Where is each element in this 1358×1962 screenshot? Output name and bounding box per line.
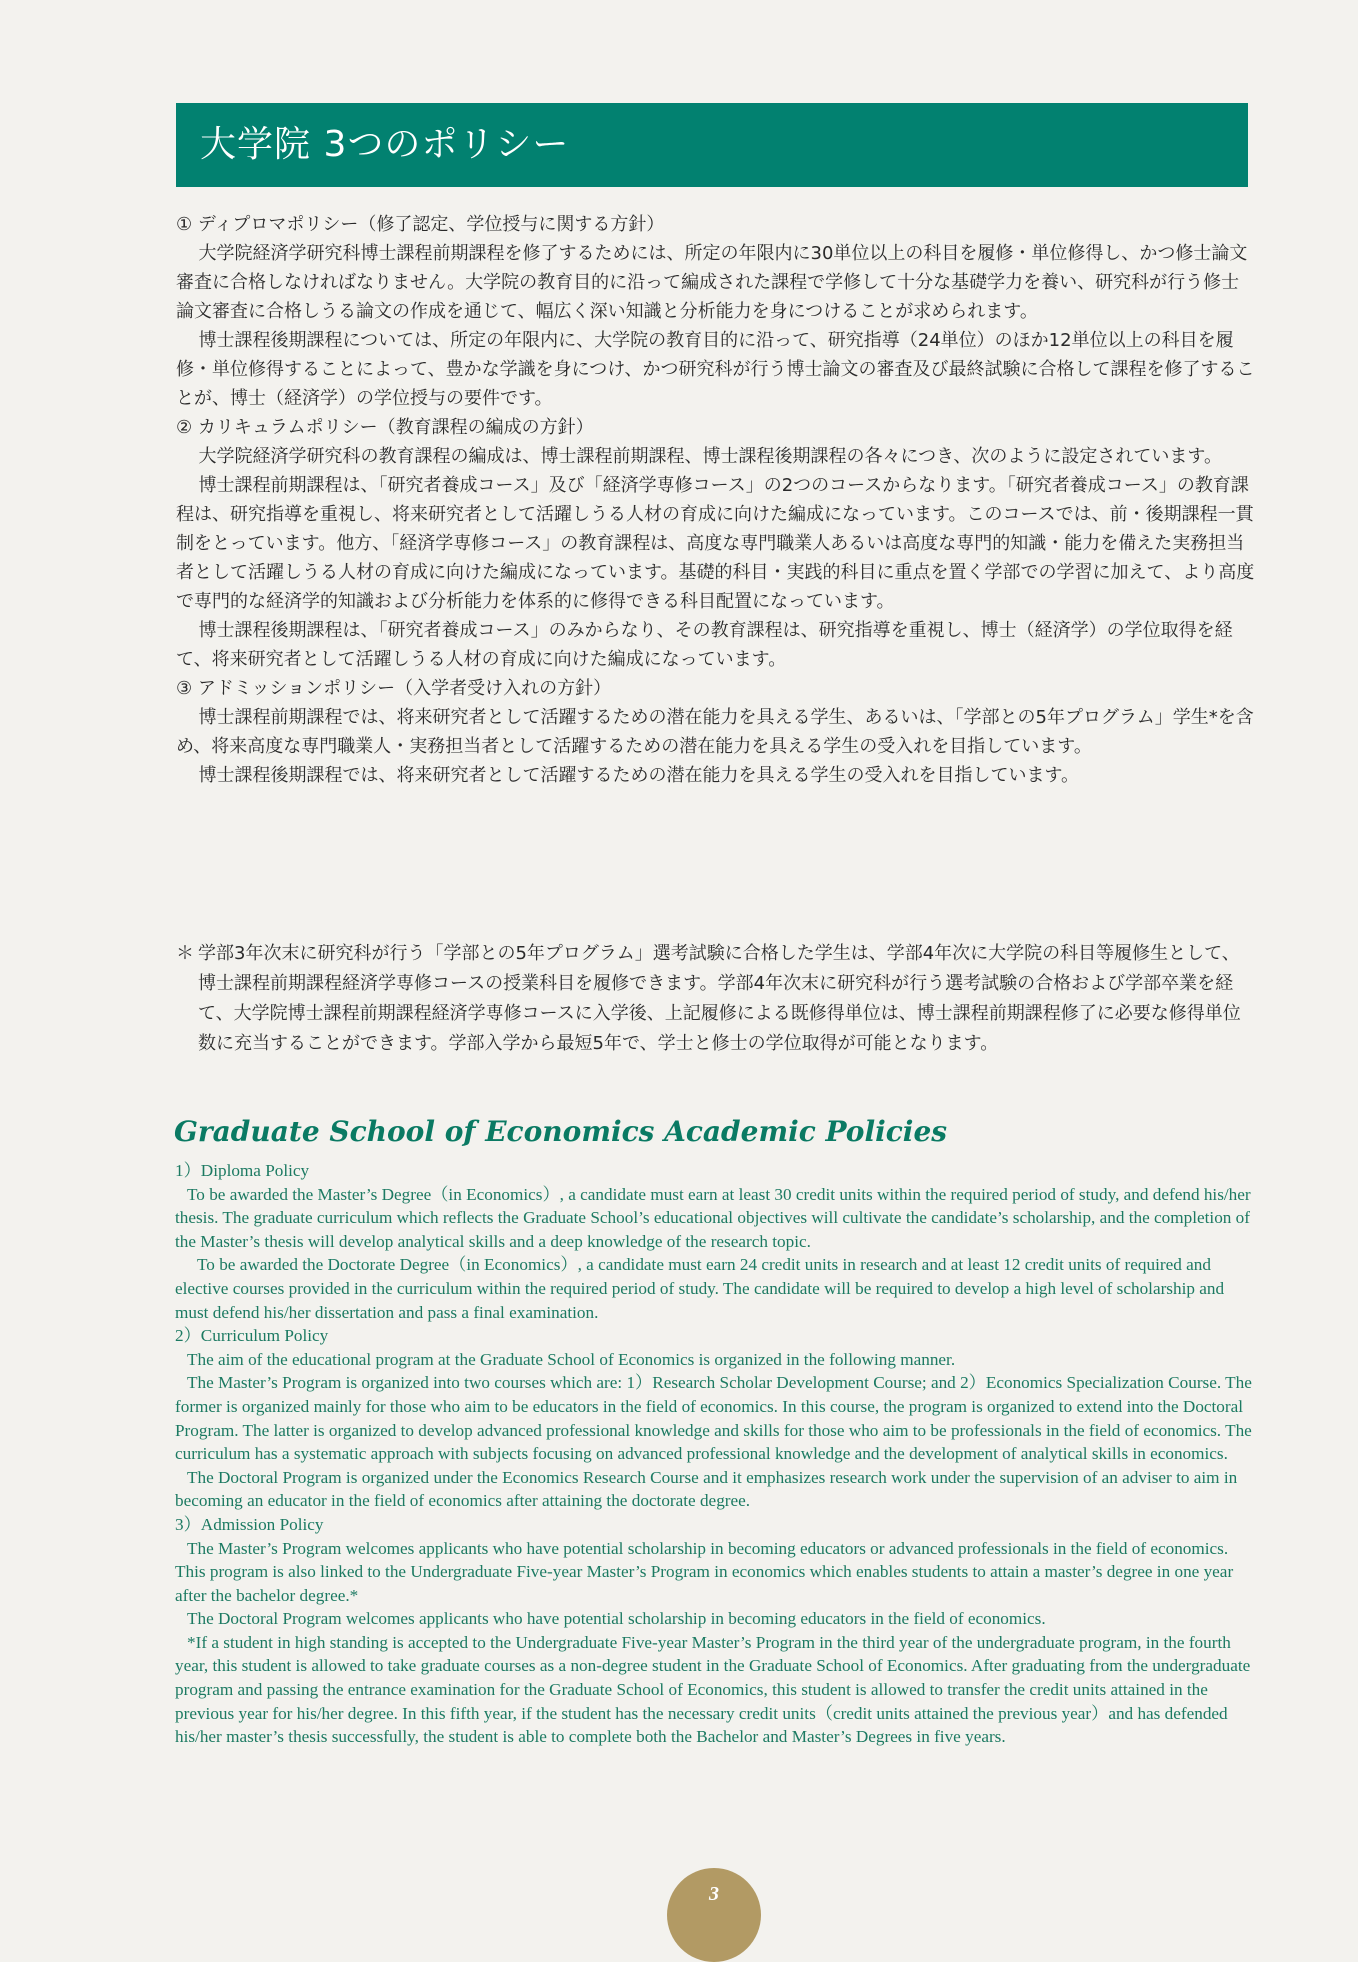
jp-admission-heading: ③ アドミッションポリシー（入学者受け入れの方針）: [176, 678, 612, 699]
en-diploma-paragraph-2: To be awarded the Doctorate Degree（in Economics）, a candidate must earn 24 credit units in research and at least 12 credit units of required and elective courses provided in the curriculum within the required period of study. The candidate will be required to develop a high level of scholarship and must defend his/her dissertation and pass a final examination.: [175, 1255, 1225, 1322]
jp-curriculum-heading: ② カリキュラムポリシー（教育課程の編成の方針）: [176, 417, 594, 438]
en-admission-heading: 3）Admission Policy: [175, 1514, 324, 1534]
en-admission-paragraph-1: The Master’s Program welcomes applicants who have potential scholarship in becoming educators or advanced professionals in the field of economics. This program is also linked to the Undergraduate Five-year Master’s Program in economics which enables students to attain a master’s degree in one year after the bachelor degree.*: [175, 1538, 1234, 1605]
en-diploma-paragraph-1: To be awarded the Master’s Degree（in Economics）, a candidate must earn at least 30 credit units within the required period of study, and defend his/her thesis. The graduate curriculum which reflects the Graduate School’s educational objectives will cultivate the candidate’s scholarship, and the completion of the Master’s thesis will develop analytical skills and a deep knowledge of the research topic.: [175, 1184, 1251, 1251]
jp-curriculum-paragraph-1: 大学院経済学研究科の教育課程の編成は、博士課程前期課程、博士課程後期課程の各々につき、次のように設定されています。: [198, 446, 1222, 467]
en-curriculum-paragraph-1: The aim of the educational program at the Graduate School of Economics is organized in the following manner.: [187, 1349, 956, 1369]
footnote-asterisk: ＊: [176, 943, 194, 964]
english-title: Graduate School of Economics Academic Policies: [174, 1115, 948, 1148]
japanese-policies: [176, 210, 1256, 790]
jp-admission-paragraph-2: 博士課程後期課程では、将来研究者として活躍するための潜在能力を具える学生の受入れを目指しています。: [198, 765, 1080, 786]
en-admission-paragraph-2: The Doctoral Program welcomes applicants who have potential scholarship in becoming educators in the field of economics.: [187, 1609, 1046, 1629]
jp-diploma-paragraph-1: 大学院経済学研究科博士課程前期課程を修了するためには、所定の年限内に30単位以上の科目を履修・単位修得し、かつ修士論文審査に合格しなければなりません。大学院の教育目的に沿って編成された課程で学修して十分な基礎学力を養い、研究科が行う修士論文審査に合格しうる論文の作成を通じて、幅広く深い知識と分析能力を身につけることが求められます。: [176, 243, 1248, 322]
en-footnote: *If a student in high standing is accepted to the Undergraduate Five-year Master’s Program in the third year of the undergraduate program, in the fourth year, this student is allowed to take graduate courses as a non-degree student in the Graduate School of Economics. After graduating from the undergraduate program and passing the entrance examination for the Graduate School of Economics, this student is allowed to transfer the credit units attained in the previous year for his/her degree. In this fifth year, if the student has the necessary credit units（credit units attained the previous year）and has defended his/her master’s thesis successfully, the student is able to complete both the Bachelor and Master’s Degrees in five years.: [175, 1632, 1251, 1747]
jp-footnote: [176, 939, 1256, 1059]
jp-curriculum-paragraph-2: 博士課程前期課程は、「研究者養成コース」及び「経済学専修コース」の2つのコースからなります。「研究者養成コース」の教育課程は、研究指導を重視し、将来研究者として活躍しうる人材の育成に向けた編成になっています。このコースでは、前・後期課程一貫制をとっています。他方、「経済学専修コース」の教育課程は、高度な専門職業人あるいは高度な専門的知識・能力を備えた実務担当者として活躍しうる人材の育成に向けた編成になっています。基礎的科目・実践的科目に重点を置く学部での学習に加えて、より高度で専門的な経済学的知識および分析能力を体系的に修得できる科目配置になっています。: [176, 475, 1255, 612]
jp-footnote-text: 学部3年次末に研究科が行う「学部との5年プログラム」選考試験に合格した学生は、学部4年次に大学院の科目等履修生として、博士課程前期課程経済学専修コースの授業科目を履修できます。学部4年次末に研究科が行う選考試験の合格および学部卒業を経て、大学院博士課程前期課程経済学専修コースに入学後、上記履修による既修得単位は、博士課程前期課程修了に必要な修得単位数に充当することができます。学部入学から最短5年で、学士と修士の学位取得が可能となります。: [198, 943, 1241, 1054]
page-number: 3: [709, 1883, 719, 1905]
english-policies: [175, 1159, 1255, 1749]
page-number-badge: [667, 1868, 761, 1962]
jp-diploma-paragraph-2: 博士課程後期課程については、所定の年限内に、大学院の教育目的に沿って、研究指導（24単位）のほか12単位以上の科目を履修・単位修得することによって、豊かな学識を身につけ、かつ研究科が行う博士論文の審査及び最終試験に合格して課程を修了することが、博士（経済学）の学位授与の要件です。: [176, 330, 1255, 409]
jp-admission-paragraph-1: 博士課程前期課程では、将来研究者として活躍するための潜在能力を具える学生、あるいは、「学部との5年プログラム」学生*を含め、将来高度な専門職業人・実務担当者として活躍するための潜在能力を具える学生の受入れを目指しています。: [176, 707, 1254, 757]
en-curriculum-heading: 2）Curriculum Policy: [175, 1326, 329, 1346]
jp-curriculum-paragraph-3: 博士課程後期課程は、「研究者養成コース」のみからなり、その教育課程は、研究指導を重視し、博士（経済学）の学位取得を経て、将来研究者として活躍しうる人材の育成に向けた編成になっています。: [176, 620, 1233, 670]
en-diploma-heading: 1）Diploma Policy: [175, 1161, 310, 1180]
en-curriculum-paragraph-3: The Doctoral Program is organized under the Economics Research Course and it emphasizes research work under the supervision of an adviser to aim in becoming an educator in the field of economics after attaining the doctorate degree.: [175, 1467, 1238, 1511]
page-title: 大学院 3つのポリシー: [200, 124, 570, 165]
jp-diploma-heading: ① ディプロマポリシー（修了認定、学位授与に関する方針）: [176, 214, 665, 235]
en-curriculum-paragraph-2: The Master’s Program is organized into two courses which are: 1）Research Scholar Development Course; and 2）Economics Specialization Course. The former is organized mainly for those who aim to be educators in the field of economics. In this course, the program is organized to extend into the Doctoral Program. The latter is organized to develop advanced professional knowledge and skills for those who aim to be professionals in the field of economics. The curriculum has a systematic approach with subjects focusing on advanced professional knowledge and the development of analytical skills in economics.: [175, 1373, 1252, 1464]
page-title-bar: [176, 103, 1248, 187]
